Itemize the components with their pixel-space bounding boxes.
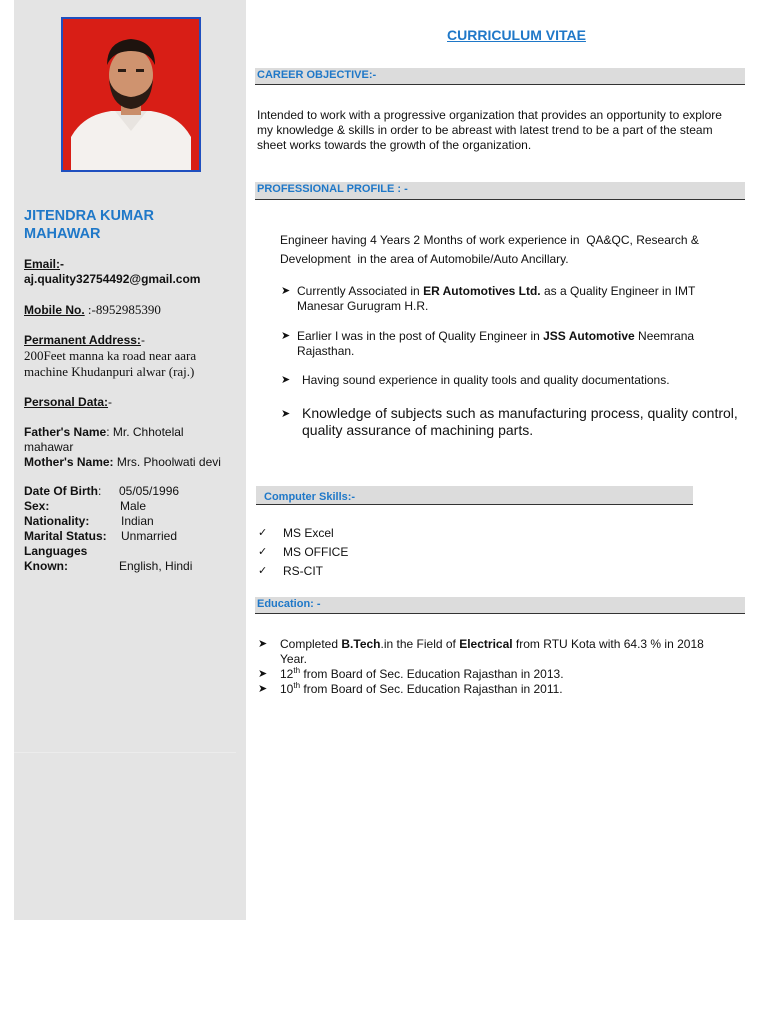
mother-label: Mother's Name: — [24, 455, 114, 469]
p2-line-2: Rajasthan. — [297, 344, 355, 358]
career-objective-label: CAREER OBJECTIVE:- — [257, 69, 377, 81]
dob-label — [24, 484, 101, 499]
profile-summary — [280, 231, 745, 269]
p1-pre: Currently Associated in — [297, 284, 424, 298]
e3-sup: th — [293, 681, 301, 690]
address-block — [24, 333, 246, 380]
career-line-2: my knowledge & skills in order to be abreast with latest trend to be a part of the steam — [257, 123, 713, 137]
arrow-bullet-icon: ➤ — [281, 285, 291, 297]
email-label: Email: — [24, 257, 61, 271]
marital-value: Unmarried — [121, 529, 178, 543]
profile-photo — [61, 17, 201, 172]
check-icon: ✓ — [258, 565, 268, 577]
nationality-label: Nationality: — [24, 514, 90, 528]
p2-company: JSS Automotive — [543, 329, 635, 343]
career-objective-text — [257, 108, 747, 153]
personal-data-suffix: - — [108, 395, 113, 409]
p1-post: as a Quality Engineer in IMT — [540, 284, 696, 298]
e2-sup: th — [293, 666, 301, 675]
education-item-2-text — [280, 667, 564, 682]
arrow-bullet-icon: ➤ — [281, 374, 291, 386]
check-icon: ✓ — [258, 527, 268, 539]
profile-line-2: Development in the area of Automobile/Auto Ancillary. — [280, 252, 569, 266]
e3-num: 10 — [280, 682, 294, 696]
skill-3: RS-CIT — [283, 564, 323, 578]
professional-profile-label: PROFESSIONAL PROFILE : - — [257, 183, 408, 195]
mother-value: Mrs. Phoolwati devi — [113, 455, 221, 469]
e1-pre: Completed — [280, 637, 342, 651]
address-line-1: 200Feet manna ka road near aara — [24, 348, 197, 363]
mobile-block — [24, 302, 246, 318]
e1-field: Electrical — [459, 637, 513, 651]
profile-bullet-2-text — [297, 329, 737, 359]
languages-label-2: Known: — [24, 559, 68, 573]
sex-label: Sex: — [24, 499, 50, 513]
profile-bullet-3-text: Having sound experience in quality tools and quality documentations. — [302, 373, 670, 387]
arrow-bullet-icon: ➤ — [258, 683, 268, 695]
arrow-bullet-icon: ➤ — [258, 668, 268, 680]
email-label-suffix: - — [60, 257, 65, 271]
email-block — [24, 257, 246, 287]
e1-line-2: Year. — [280, 652, 307, 666]
arrow-bullet-icon: ➤ — [281, 330, 291, 342]
candidate-name — [24, 207, 234, 243]
education-label: Education: - — [257, 598, 321, 610]
dob-colon: : — [98, 484, 102, 498]
e1-post: from RTU Kota with 64.3 % in 2018 — [512, 637, 704, 651]
marital-label: Marital Status: — [24, 529, 107, 543]
profile-bullet-4-text — [302, 405, 747, 439]
address-line-2: machine Khudanpuri alwar (raj.) — [24, 364, 195, 379]
mother-block — [24, 455, 246, 470]
languages-label-1: Languages — [24, 544, 88, 558]
name-line-2: MAHAWAR — [24, 226, 101, 242]
education-item-1-text — [280, 637, 745, 667]
arrow-bullet-icon: ➤ — [281, 408, 291, 420]
career-line-1: Intended to work with a progressive organization that provides an opportunity to explore — [257, 108, 722, 122]
p2-post: Neemrana — [634, 329, 695, 343]
p4-line-1: Knowledge of subjects such as manufacturing process, quality control, — [302, 405, 738, 421]
languages-value: English, Hindi — [119, 559, 193, 573]
sex-value: Male — [120, 499, 147, 513]
nationality-value: Indian — [121, 514, 154, 528]
computer-skills-label: Computer Skills:- — [264, 491, 356, 503]
profile-bullet-1-text — [297, 284, 737, 314]
profile-line-1: Engineer having 4 Years 2 Months of work experience in QA&QC, Research & — [280, 233, 699, 247]
career-objective-heading — [255, 68, 745, 85]
career-line-3: sheet works towards the growth of the organization. — [257, 138, 532, 152]
education-item-3-text — [280, 682, 563, 697]
professional-profile-heading — [255, 182, 745, 200]
name-line-1: JITENDRA KUMAR — [24, 208, 154, 224]
email-value[interactable]: aj.quality32754492@gmail.com — [24, 272, 201, 286]
dob-label-text: Date Of Birth — [24, 484, 99, 498]
personal-data-label: Personal Data: — [24, 395, 109, 409]
education-heading — [255, 597, 745, 614]
page-title: CURRICULUM VITAE — [447, 27, 586, 43]
skill-2: MS OFFICE — [283, 545, 349, 559]
father-value: : Mr. Chhotelal — [106, 425, 184, 439]
father-block — [24, 425, 246, 455]
e1-mid: .in the Field of — [380, 637, 460, 651]
skill-1: MS Excel — [283, 526, 334, 540]
father-label: Father's Name — [24, 425, 107, 439]
check-icon: ✓ — [258, 546, 268, 558]
personal-data-heading — [24, 395, 246, 410]
address-label-suffix: - — [140, 333, 145, 347]
address-label: Permanent Address: — [24, 333, 141, 347]
e1-degree: B.Tech — [341, 637, 381, 651]
arrow-bullet-icon: ➤ — [258, 638, 268, 650]
mobile-label: Mobile No. — [24, 303, 85, 317]
mobile-value: :-8952985390 — [84, 302, 161, 317]
dob-value: 05/05/1996 — [119, 484, 180, 498]
sidebar-divider — [14, 752, 236, 753]
e3-text: from Board of Sec. Education Rajasthan in 2011. — [300, 682, 563, 696]
e2-text: from Board of Sec. Education Rajasthan in 2013. — [300, 667, 564, 681]
computer-skills-heading — [256, 486, 693, 505]
e2-num: 12 — [280, 667, 294, 681]
father-value-line2: mahawar — [24, 440, 74, 454]
p4-line-2: quality assurance of machining parts. — [302, 422, 534, 438]
p1-line-2: Manesar Gurugram H.R. — [297, 299, 429, 313]
p2-pre: Earlier I was in the post of Quality Engineer in — [297, 329, 544, 343]
p1-company: ER Automotives Ltd. — [423, 284, 541, 298]
